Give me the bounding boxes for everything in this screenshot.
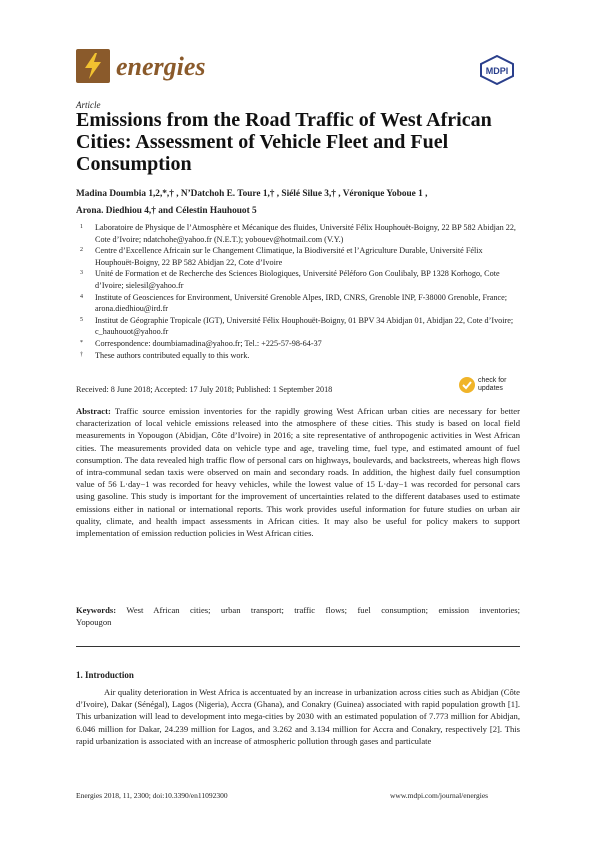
- keywords: [76, 604, 520, 628]
- mdpi-label: MDPI: [485, 66, 509, 76]
- authors-line-2: Arona. Diedhiou 4,† and Célestin Hauhouot 5: [76, 206, 257, 216]
- section-divider: [76, 646, 520, 647]
- journal-logo-icon: [76, 49, 110, 83]
- affiliation-item: 5 Institut de Géographie Tropicale (IGT), Université Félix Houphouët-Boigny, 01 BPV 34 Abidjan 01, Abidjan 22, Cote d’Ivoire; c_hauhouot@yahoo.fr: [80, 315, 514, 337]
- correspondence: * Correspondence: doumbiamadina@yahoo.fr; Tel.: +225-57-98-64-37: [80, 338, 322, 348]
- introduction-paragraph: Air quality deterioration in West Africa is accentuated by an increase in urbanization across cities such as Abidjan (Côte d’Ivoire), Dakar (Sénégal), Lagos (Nigeria), Accra (Ghana), and Conakry (Guinea) associated with rapid population growth [1]. This urbanization will lead to development into mega-cities by 2030 with an estimated population of 7.773 million for Abidjan, 6.046 million for Dakar, 24.239 million for Lagos, and 3.262 and 3.134 million for Accra and Conakry, respectively [2]. This rapid urbanization is associated with an increase of atmospheric pollution through gases and particulate: [76, 687, 520, 746]
- article-type: Article: [76, 100, 101, 110]
- abstract-label: Abstract:: [76, 406, 111, 416]
- mdpi-logo-icon[interactable]: [479, 55, 515, 85]
- affiliation-item: 4 Institute of Geosciences for Environment, Université Grenoble Alpes, IRD, CNRS, Grenoble INP, F-38000 Grenoble, France; arona.diedhiou@ird.fr: [80, 292, 508, 314]
- affiliation-item: 3 Unité de Formation et de Recherche des Sciences Biologiques, Université Péléforo Gon Coulibaly, BP 1328 Korhogo, Cote d’Ivoire; sielesil@yahoo.fr: [80, 269, 500, 290]
- authors-line-1: Madina Doumbia 1,2,*,† , N’Datchoh E. Toure 1,† , Siélé Silue 3,† , Véronique Yoboue 1 ,: [76, 189, 428, 199]
- abstract-text: Traffic source emission inventories for the rapidly growing West African urban cities are necessary for better characterization of local vehicle emissions released into the atmosphere of these cities. This study is based on local field measurements in Yopougon (Abidjan, Côte d’Ivoire) in 2016; a site representative of anthropogenic activities in West African cities. The measurements provided data on vehicle type and age, traveling time, fuel type, and estimated amount of fuel consumption. The data revealed high traffic flow of personal cars on highways, boulevards, and backstreets, whereas high flows of intra-communal sedan taxis were observed on main and secondary roads. In addition, the highest daily fuel consumption value of 56 L·day−1 was recorded for heavy vehicles, while the lowest value of 15 L·day−1 was recorded for personal cars using gasoline. This study is important for the improvement of uncertainties related to the different databases used to estimate emissions either in national or international reports. This work provides useful information for future studies on urban air quality, climate, and health impact assessments in African cities. It may also be useful for policy makers to support implementation of emission reduction policies in West African cities.: [76, 406, 520, 539]
- journal-name[interactable]: energies: [116, 52, 206, 81]
- affiliation-item: 1 Laboratoire de Physique de l’Atmosphère et Mécanique des fluides, Université Félix Houphouët-Boigny, 22 BP 582 Abidjan 22, Cote d’Ivoire; ndatchohe@yahoo.fr (N.E.T.); yobouev@hotmail.com (V.Y.): [80, 223, 516, 244]
- author-list: [76, 186, 516, 220]
- section-heading: 1. Introduction: [76, 670, 134, 680]
- journal-url-link[interactable]: www.mdpi.com/journal/energies: [390, 791, 489, 800]
- equal-contribution-note: † These authors contributed equally to this work.: [80, 350, 250, 360]
- publication-dates: Received: 8 June 2018; Accepted: 17 July 2018; Published: 1 September 2018: [76, 385, 333, 394]
- affiliations: [80, 222, 520, 361]
- check-for-updates-button[interactable]: [458, 374, 520, 396]
- paper-title: Emissions from the Road Traffic of West African Cities: Assessment of Vehicle Fleet and Fuel Consumption: [76, 109, 492, 175]
- abstract: [76, 405, 520, 539]
- check-updates-label: check for updates: [478, 377, 507, 392]
- citation-footer: Energies 2018, 11, 2300; doi:10.3390/en11092300: [76, 791, 228, 800]
- keywords-label: Keywords:: [76, 605, 117, 615]
- keywords-text: West African cities; urban transport; traffic flows; fuel consumption; emission inventories; Yopougon: [76, 605, 521, 628]
- affiliation-item: 2 Centre d’Excellence Africain sur le Changement Climatique, la Biodiversité et l’Agriculture Durable, Université Félix Houphouët-Boigny, 22 BP 582 Abidjan 22, Cote d’Ivoire: [80, 246, 483, 267]
